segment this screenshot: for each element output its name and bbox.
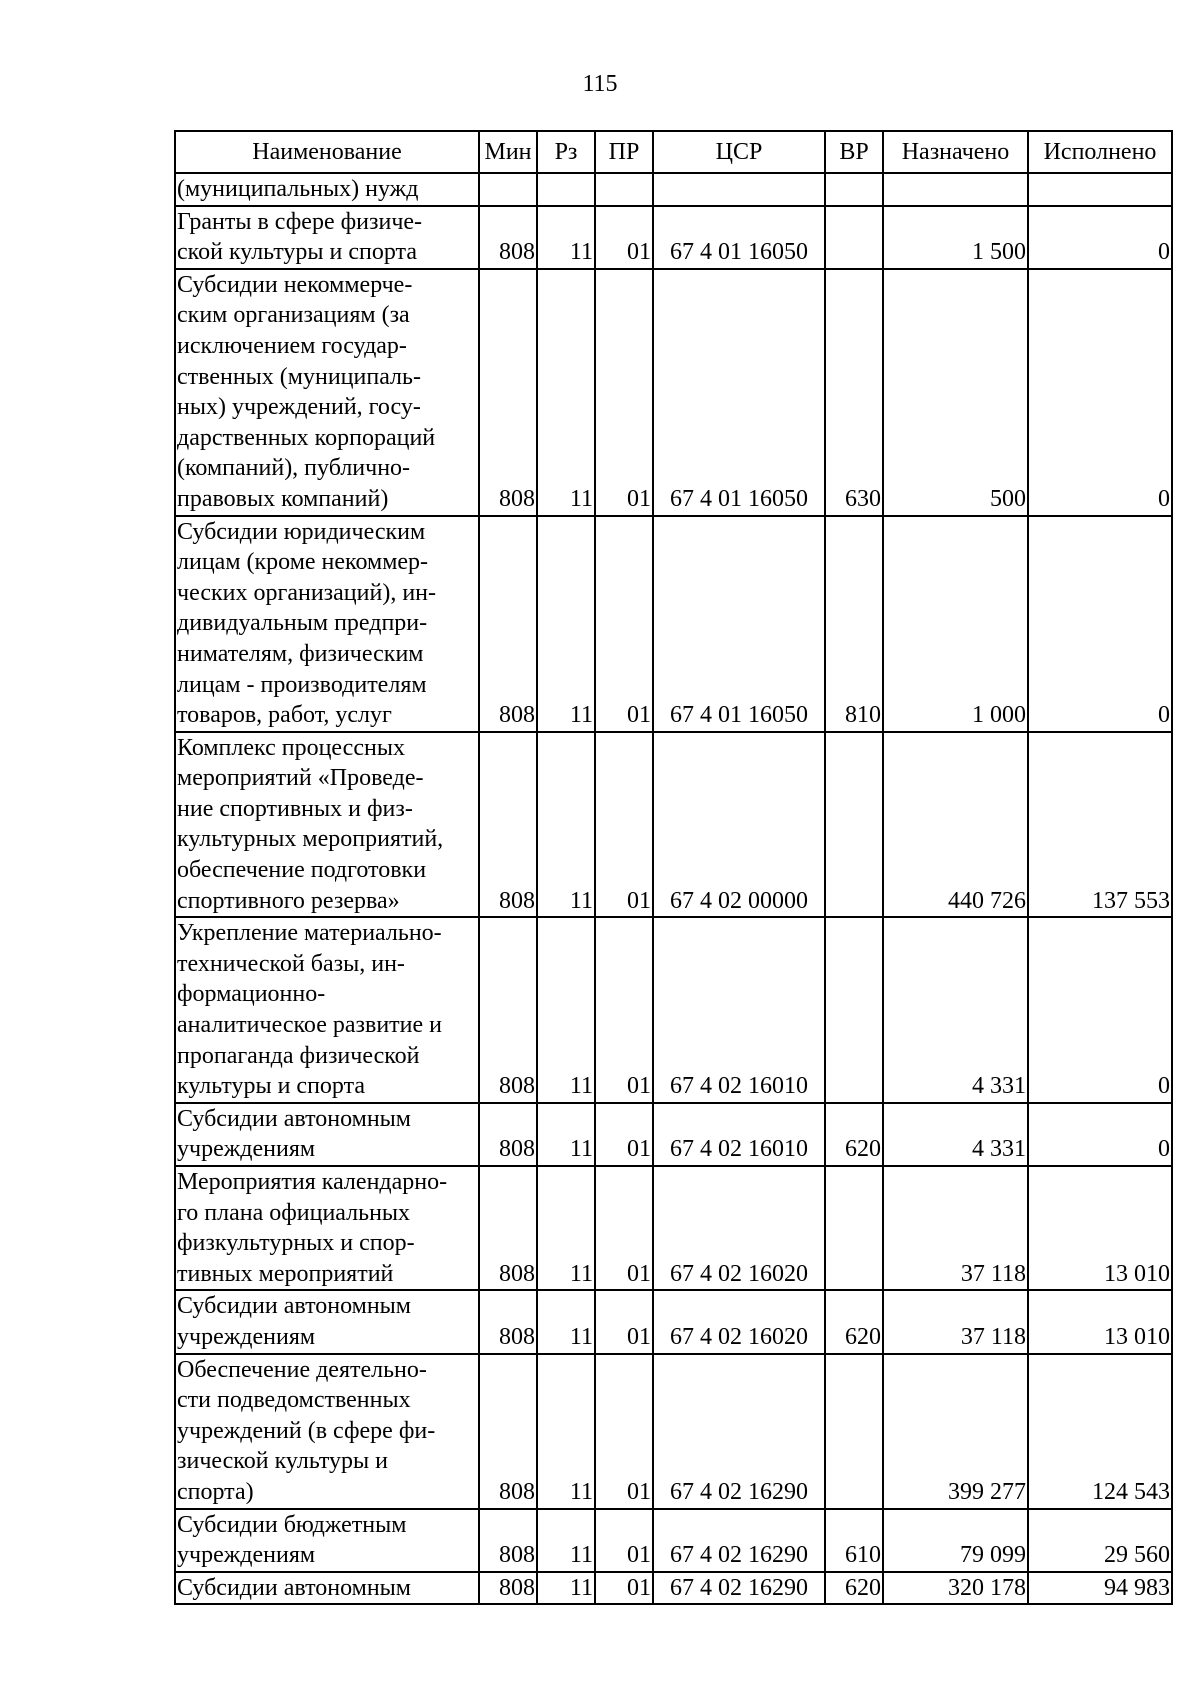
cell-name: Субсидии юридическим лицам (кроме некоммер- ческих организаций), ин- дивидуальным предпри- нимателям, физическим лицам - производителям товаров, работ, услуг <box>175 516 479 732</box>
table-row <box>175 1572 1172 1605</box>
cell-csr: 67 4 01 16050 <box>653 516 825 732</box>
cell-min <box>479 173 537 206</box>
cell-executed: 94 983 <box>1028 1572 1172 1605</box>
cell-min: 808 <box>479 1290 537 1353</box>
cell-csr: 67 4 02 16020 <box>653 1166 825 1290</box>
cell-name: Субсидии бюджетным учреждениям <box>175 1509 479 1572</box>
cell-csr: 67 4 02 16290 <box>653 1354 825 1509</box>
cell-min: 808 <box>479 1354 537 1509</box>
cell-assigned: 37 118 <box>883 1166 1028 1290</box>
cell-name: Субсидии автономным учреждениям <box>175 1290 479 1353</box>
table-row <box>175 1290 1172 1353</box>
header-vr: ВР <box>825 131 883 173</box>
budget-table <box>174 130 1173 1605</box>
cell-rz: 11 <box>537 732 595 918</box>
cell-pr: 01 <box>595 269 653 516</box>
cell-vr: 630 <box>825 269 883 516</box>
cell-min: 808 <box>479 206 537 269</box>
cell-pr: 01 <box>595 1103 653 1166</box>
cell-min: 808 <box>479 917 537 1103</box>
cell-csr: 67 4 01 16050 <box>653 206 825 269</box>
cell-executed: 124 543 <box>1028 1354 1172 1509</box>
cell-csr: 67 4 02 16010 <box>653 1103 825 1166</box>
cell-assigned: 1 500 <box>883 206 1028 269</box>
table-row <box>175 917 1172 1103</box>
cell-vr <box>825 1166 883 1290</box>
cell-pr: 01 <box>595 917 653 1103</box>
header-rz: Рз <box>537 131 595 173</box>
table-row <box>175 516 1172 732</box>
header-row <box>175 131 1172 173</box>
cell-assigned: 37 118 <box>883 1290 1028 1353</box>
cell-min: 808 <box>479 732 537 918</box>
cell-name: (муниципальных) нужд <box>175 173 479 206</box>
cell-pr: 01 <box>595 206 653 269</box>
cell-min: 808 <box>479 269 537 516</box>
cell-assigned: 500 <box>883 269 1028 516</box>
cell-rz <box>537 173 595 206</box>
cell-pr: 01 <box>595 516 653 732</box>
table-row <box>175 1103 1172 1166</box>
header-assigned: Назначено <box>883 131 1028 173</box>
table-header <box>175 131 1172 173</box>
cell-executed: 13 010 <box>1028 1290 1172 1353</box>
cell-vr: 810 <box>825 516 883 732</box>
cell-vr <box>825 206 883 269</box>
cell-name: Субсидии автономным <box>175 1572 479 1605</box>
cell-name: Мероприятия календарно- го плана официальных физкультурных и спор- тивных мероприятий <box>175 1166 479 1290</box>
cell-pr: 01 <box>595 732 653 918</box>
cell-executed <box>1028 173 1172 206</box>
cell-rz: 11 <box>537 1166 595 1290</box>
cell-rz: 11 <box>537 206 595 269</box>
cell-csr: 67 4 02 16010 <box>653 917 825 1103</box>
cell-executed: 0 <box>1028 516 1172 732</box>
table-row <box>175 269 1172 516</box>
table-body <box>175 173 1172 1604</box>
table-row <box>175 1354 1172 1509</box>
cell-assigned: 79 099 <box>883 1509 1028 1572</box>
cell-csr: 67 4 02 16290 <box>653 1509 825 1572</box>
cell-name: Гранты в сфере физиче- ской культуры и спорта <box>175 206 479 269</box>
cell-vr: 620 <box>825 1572 883 1605</box>
header-min: Мин <box>479 131 537 173</box>
cell-pr <box>595 173 653 206</box>
cell-csr <box>653 173 825 206</box>
cell-csr: 67 4 02 00000 <box>653 732 825 918</box>
cell-rz: 11 <box>537 1103 595 1166</box>
cell-rz: 11 <box>537 269 595 516</box>
cell-vr <box>825 173 883 206</box>
cell-name: Комплекс процессных мероприятий «Проведе- ние спортивных и физ- культурных мероприятий, обеспечение подготовки спортивного резерва» <box>175 732 479 918</box>
table-row <box>175 732 1172 918</box>
table-row <box>175 173 1172 206</box>
header-pr: ПР <box>595 131 653 173</box>
header-executed: Исполнено <box>1028 131 1172 173</box>
cell-pr: 01 <box>595 1166 653 1290</box>
cell-assigned: 440 726 <box>883 732 1028 918</box>
cell-rz: 11 <box>537 516 595 732</box>
cell-pr: 01 <box>595 1509 653 1572</box>
table-row <box>175 1509 1172 1572</box>
cell-executed: 137 553 <box>1028 732 1172 918</box>
cell-min: 808 <box>479 1509 537 1572</box>
cell-executed: 0 <box>1028 269 1172 516</box>
cell-assigned: 1 000 <box>883 516 1028 732</box>
cell-rz: 11 <box>537 917 595 1103</box>
cell-rz: 11 <box>537 1509 595 1572</box>
cell-vr <box>825 1354 883 1509</box>
cell-name: Обеспечение деятельно- сти подведомственных учреждений (в сфере фи- зической культуры и спорта) <box>175 1354 479 1509</box>
cell-rz: 11 <box>537 1572 595 1605</box>
cell-min: 808 <box>479 1103 537 1166</box>
cell-executed: 29 560 <box>1028 1509 1172 1572</box>
cell-executed: 0 <box>1028 1103 1172 1166</box>
table-row <box>175 1166 1172 1290</box>
header-name: Наименование <box>175 131 479 173</box>
cell-csr: 67 4 02 16290 <box>653 1572 825 1605</box>
cell-assigned: 399 277 <box>883 1354 1028 1509</box>
cell-assigned: 4 331 <box>883 1103 1028 1166</box>
cell-rz: 11 <box>537 1290 595 1353</box>
cell-assigned: 320 178 <box>883 1572 1028 1605</box>
cell-min: 808 <box>479 1166 537 1290</box>
cell-rz: 11 <box>537 1354 595 1509</box>
table-row <box>175 206 1172 269</box>
cell-min: 808 <box>479 1572 537 1605</box>
cell-vr: 610 <box>825 1509 883 1572</box>
cell-vr <box>825 732 883 918</box>
header-csr: ЦСР <box>653 131 825 173</box>
cell-pr: 01 <box>595 1290 653 1353</box>
cell-executed: 13 010 <box>1028 1166 1172 1290</box>
cell-pr: 01 <box>595 1354 653 1509</box>
cell-csr: 67 4 02 16020 <box>653 1290 825 1353</box>
cell-vr <box>825 917 883 1103</box>
page-number: 115 <box>582 71 618 97</box>
cell-pr: 01 <box>595 1572 653 1605</box>
cell-executed: 0 <box>1028 206 1172 269</box>
cell-min: 808 <box>479 516 537 732</box>
cell-name: Субсидии автономным учреждениям <box>175 1103 479 1166</box>
cell-name: Субсидии некоммерче- ским организациям (за исключением государ- ственных (муниципаль- ных) учреждений, госу- дарственных корпораций (компаний), публично- правовых компаний) <box>175 269 479 516</box>
cell-vr: 620 <box>825 1103 883 1166</box>
cell-assigned <box>883 173 1028 206</box>
cell-executed: 0 <box>1028 917 1172 1103</box>
cell-csr: 67 4 01 16050 <box>653 269 825 516</box>
cell-name: Укрепление материально- технической базы, ин- формационно- аналитическое развитие и пропаганда физической культуры и спорта <box>175 917 479 1103</box>
cell-assigned: 4 331 <box>883 917 1028 1103</box>
cell-vr: 620 <box>825 1290 883 1353</box>
